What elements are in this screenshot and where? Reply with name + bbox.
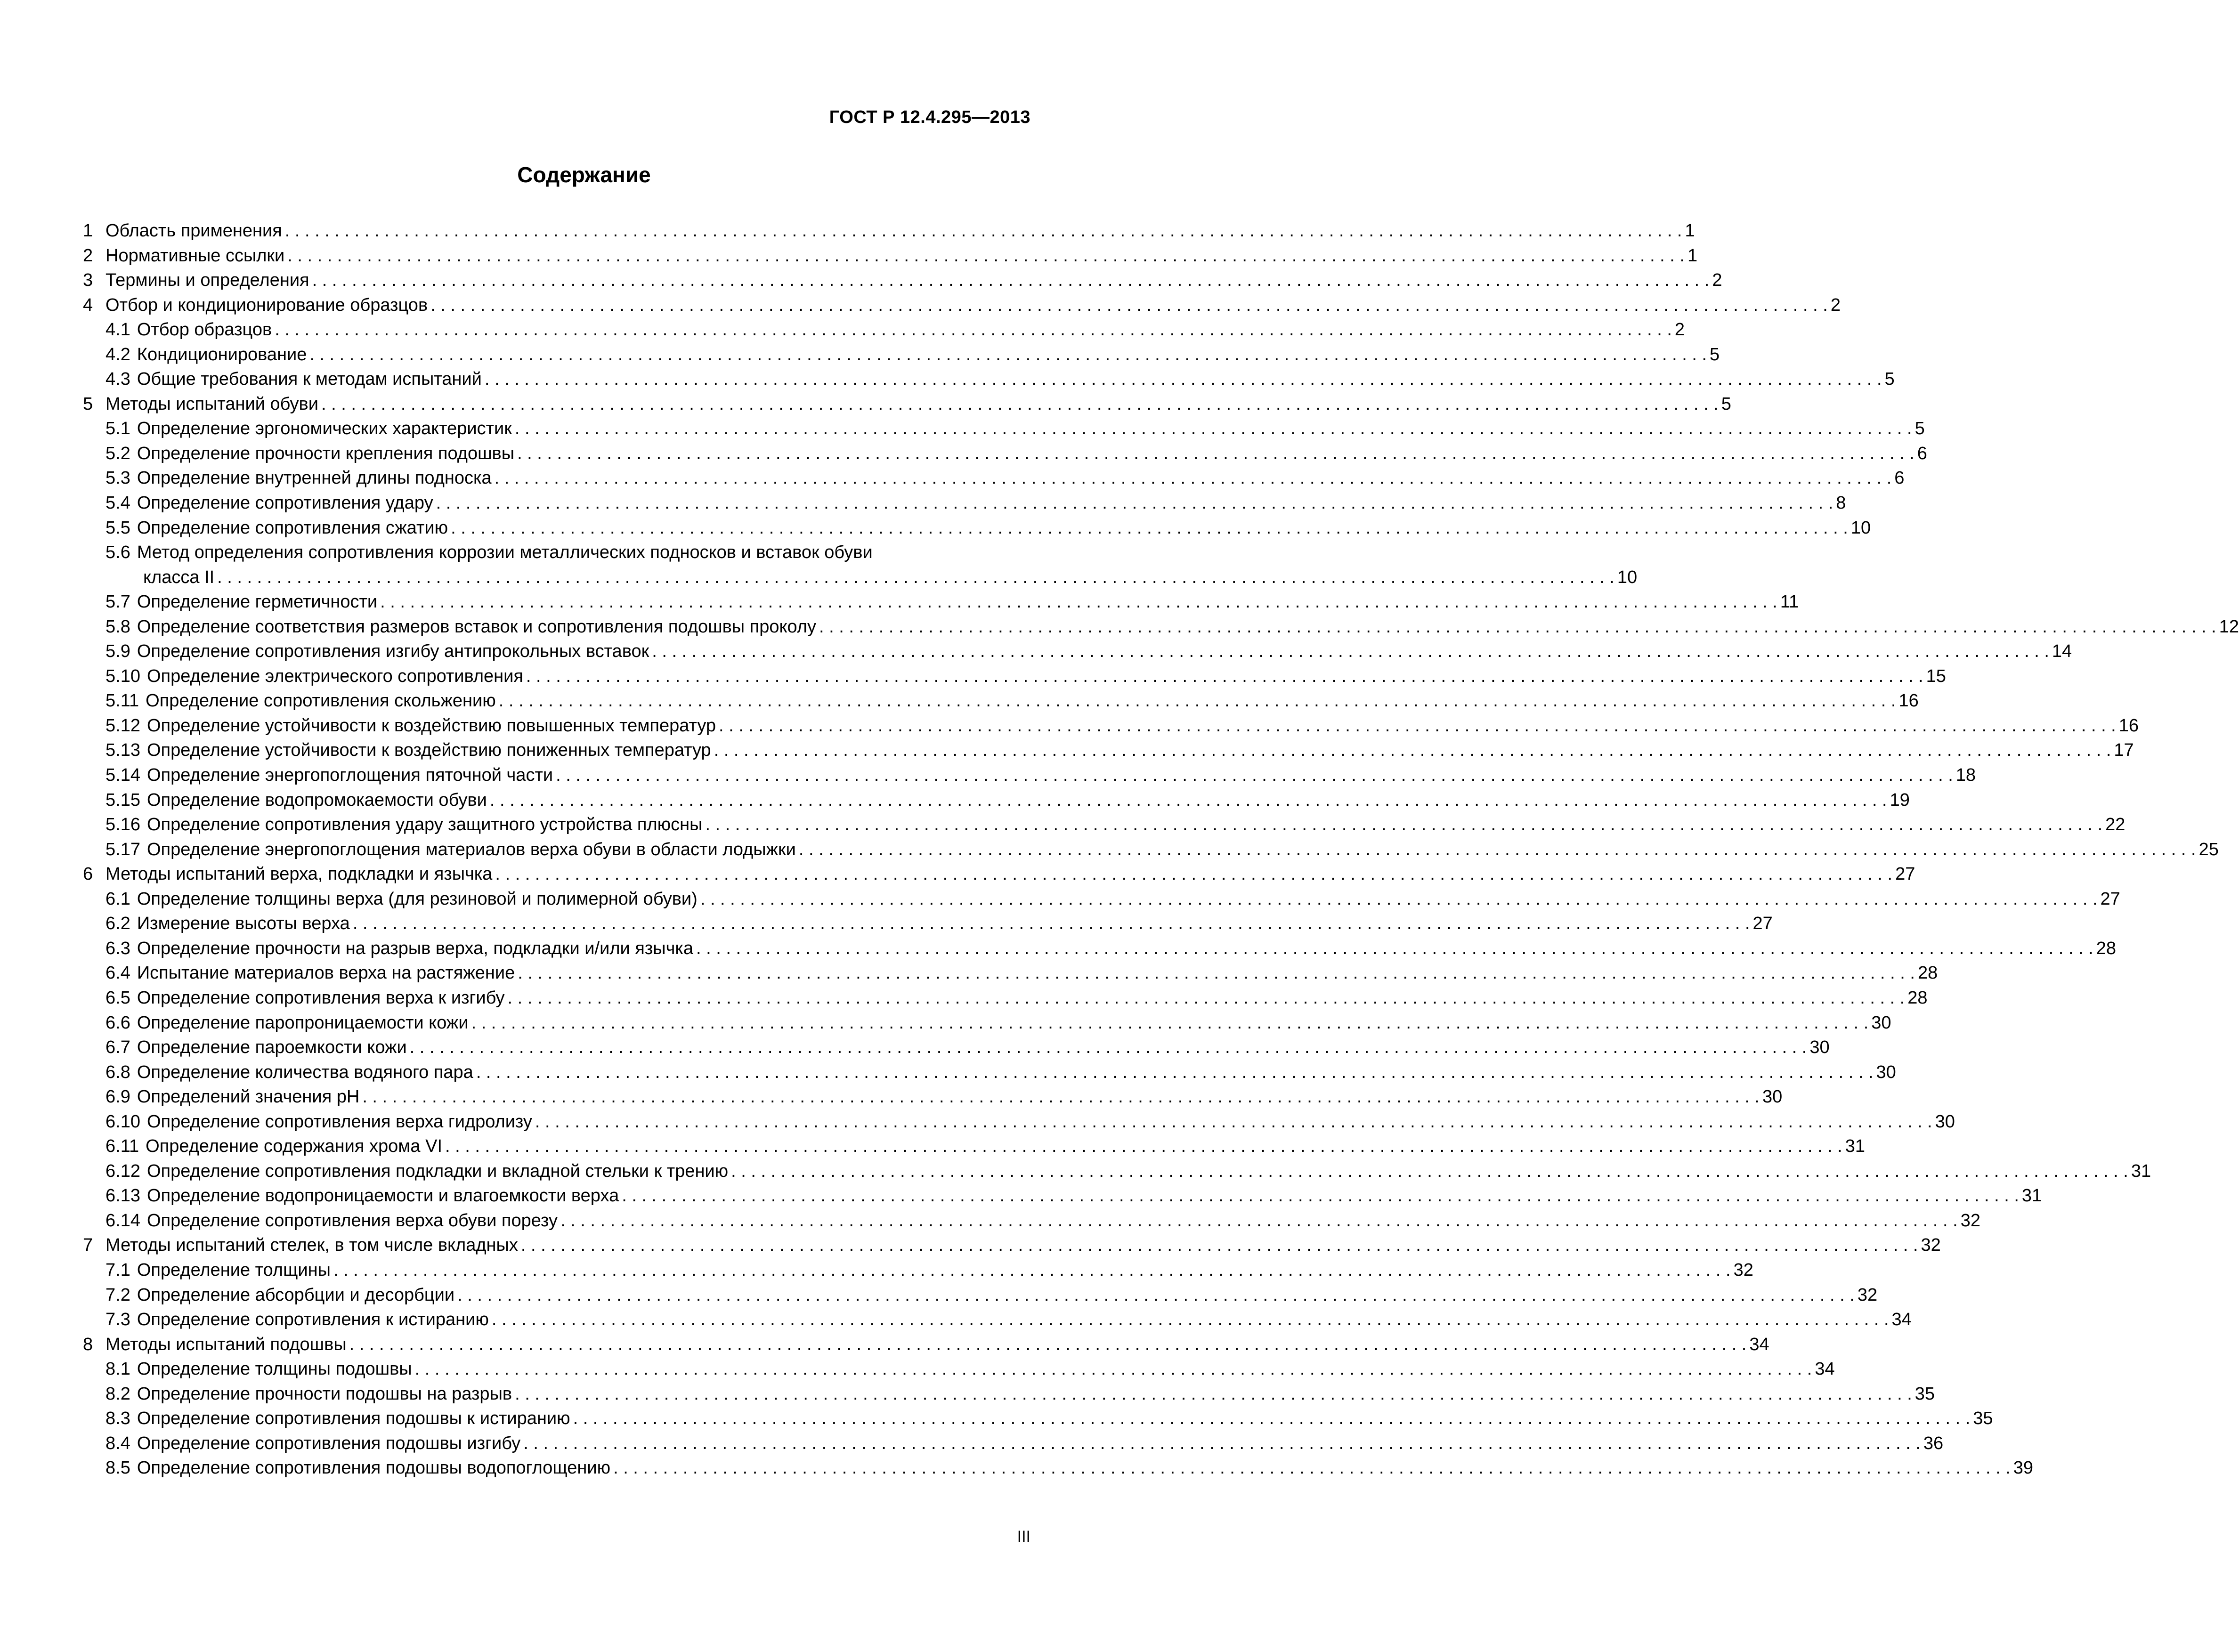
- dot-leader: [476, 1060, 1874, 1085]
- dot-leader: [485, 367, 1882, 392]
- toc-entry-number: 5.17: [105, 839, 140, 859]
- toc-entry[interactable]: [83, 788, 1910, 813]
- toc-entry-page: 22: [2105, 815, 2125, 835]
- toc-entry-page: 5: [1721, 394, 1731, 414]
- toc-entry-number: 8.4: [105, 1433, 130, 1453]
- toc-entry-title: Область применения: [105, 221, 282, 241]
- toc-entry[interactable]: [83, 1406, 1993, 1431]
- toc-entry-title: Кондиционирование: [137, 344, 307, 364]
- dot-leader: [523, 1431, 1921, 1456]
- dot-leader: [526, 664, 1923, 689]
- toc-entry-title: Метод определения сопротивления коррозии металлических подносков и вставок обуви: [137, 543, 873, 563]
- toc-entry[interactable]: [83, 392, 1731, 417]
- toc-entry-page: 30: [1762, 1087, 1783, 1107]
- toc-entry-number: 5.15: [105, 790, 140, 810]
- toc-entry[interactable]: [83, 1258, 1753, 1283]
- dot-leader: [492, 1307, 1889, 1332]
- dot-leader: [613, 1456, 2011, 1481]
- toc-entry-page: 34: [1749, 1334, 1769, 1354]
- toc-entry-page: 1: [1687, 245, 1698, 266]
- toc-entry-number: 6.8: [105, 1062, 130, 1082]
- toc-entry-title: Определение энергопоглощения пяточной части: [146, 765, 553, 786]
- toc-entry-title: Определение паропроницаемости кожи: [137, 1012, 469, 1033]
- toc-entry[interactable]: [83, 1307, 1912, 1332]
- toc-entry-title: Определение сопротивления изгибу антипрокольных вставок: [137, 641, 649, 662]
- toc-entry-page: 14: [2052, 641, 2072, 662]
- toc-entry-page: 30: [1935, 1111, 1955, 1132]
- toc-entry-number: 5.11: [105, 691, 139, 711]
- toc-entry-title: Определение абсорбции и десорбции: [137, 1285, 455, 1305]
- toc-entry-number: 6.1: [105, 889, 130, 909]
- toc-entry-title: Определение устойчивости к воздействию повышенных температур: [146, 715, 716, 736]
- dot-leader: [652, 639, 2049, 664]
- dot-leader: [380, 590, 1777, 615]
- toc-entry-page: 11: [1780, 592, 1799, 612]
- toc-entry[interactable]: [83, 1382, 1935, 1407]
- toc-entry-number: 5.16: [105, 815, 140, 835]
- toc-entry-page: 18: [1955, 765, 1976, 786]
- table-of-contents: [83, 219, 2239, 1481]
- toc-entry-number: 3: [83, 270, 93, 291]
- toc-entry-number: 6.9: [105, 1087, 130, 1107]
- toc-entry-page: 27: [1895, 864, 1915, 884]
- toc-entry-title: Определение прочности подошвы на разрыв: [137, 1384, 512, 1404]
- toc-entry-title: Методы испытаний подошвы: [105, 1334, 347, 1354]
- toc-entry-title: Нормативные ссылки: [105, 245, 285, 266]
- toc-entry-page: 28: [1907, 988, 1928, 1008]
- toc-entry-title: Определений значения pH: [137, 1087, 360, 1107]
- dot-leader: [415, 1357, 1812, 1382]
- toc-entry-title: Определение толщины подошвы: [137, 1359, 412, 1379]
- toc-entry-title: Определение прочности на разрыв верха, подкладки и/или язычка: [137, 938, 693, 958]
- dot-leader: [518, 961, 1915, 986]
- page-title: Содержание: [517, 162, 651, 187]
- dot-leader: [622, 1183, 2019, 1208]
- toc-entry-title: Определение толщины верха (для резиновой и полимерной обуви): [137, 889, 698, 909]
- toc-entry-title: Определение сопротивления верха обуви порезу: [146, 1210, 558, 1231]
- toc-entry[interactable]: [83, 713, 2139, 738]
- dot-leader: [495, 862, 1892, 887]
- toc-entry-page: 28: [2096, 938, 2116, 958]
- dot-leader: [275, 317, 1672, 342]
- toc-entry-title: Определение водопроницаемости и влагоемкости верха: [146, 1186, 619, 1206]
- dot-leader: [410, 1035, 1807, 1060]
- toc-entry-page: 31: [2131, 1161, 2151, 1181]
- dot-leader: [309, 342, 1707, 367]
- toc-entry[interactable]: [83, 1208, 1980, 1233]
- toc-entry-title: Определение содержания хрома VI: [146, 1136, 443, 1157]
- toc-entry-number: 5.7: [105, 592, 130, 612]
- toc-entry-title: Определение сопротивления подошвы изгибу: [137, 1433, 521, 1453]
- dot-leader: [445, 1134, 1842, 1159]
- dot-leader: [451, 516, 1848, 541]
- page-number-footer: III: [1017, 1528, 1030, 1546]
- toc-entry-title: Определение сопротивления удару защитного устройства плюсны: [146, 815, 703, 835]
- toc-entry-number: 6.13: [105, 1186, 140, 1206]
- toc-entry[interactable]: [83, 1233, 1941, 1258]
- toc-entry-title: Определение сопротивления верха гидролизу: [146, 1111, 532, 1132]
- toc-entry-page: 28: [1917, 963, 1938, 983]
- toc-entry[interactable]: [83, 664, 1946, 689]
- toc-entry-number: 4: [83, 295, 93, 315]
- toc-entry-page: 2: [1712, 270, 1722, 291]
- toc-entry[interactable]: [83, 911, 1773, 936]
- dot-leader: [353, 911, 1750, 936]
- toc-entry-title: Определение сопротивления подошвы водопоглощению: [137, 1458, 611, 1478]
- toc-entry[interactable]: [83, 1332, 1769, 1357]
- toc-entry[interactable]: [83, 639, 2072, 664]
- toc-entry[interactable]: [83, 466, 1905, 491]
- toc-entry-number: 8.3: [105, 1409, 130, 1429]
- toc-entry[interactable]: [83, 317, 1685, 342]
- toc-entry-page: 10: [1617, 567, 1638, 587]
- toc-entry-title: Определение сопротивления подошвы к истиранию: [137, 1409, 570, 1429]
- toc-entry-page: 31: [2021, 1186, 2042, 1206]
- toc-entry-title: Определение устойчивости к воздействию пониженных температур: [146, 740, 711, 761]
- dot-leader: [705, 812, 2102, 837]
- toc-entry-page: 27: [2100, 889, 2120, 909]
- dot-leader: [714, 738, 2111, 763]
- toc-entry-number: 6.4: [105, 963, 130, 983]
- toc-entry-number: 5.14: [105, 765, 140, 786]
- toc-entry-number: 5.12: [105, 715, 140, 736]
- toc-entry-number: 5.3: [105, 468, 130, 488]
- toc-entry-number: 6: [83, 864, 93, 884]
- toc-entry[interactable]: [83, 1011, 1891, 1036]
- toc-entry-title: Отбор образцов: [137, 320, 272, 340]
- toc-entry[interactable]: [83, 961, 1938, 986]
- dot-leader: [719, 713, 2116, 738]
- toc-entry[interactable]: [83, 862, 1915, 887]
- toc-entry-page: 5: [1884, 369, 1895, 389]
- toc-entry-title: Отбор и кондиционирование образцов: [105, 295, 428, 315]
- toc-entry-page: 30: [1871, 1012, 1891, 1033]
- toc-entry[interactable]: [83, 416, 1925, 441]
- toc-entry[interactable]: [83, 219, 1695, 243]
- toc-entry[interactable]: [83, 936, 2116, 961]
- toc-entry-title: Определение соответствия размеров вставок и сопротивления подошвы проколу: [137, 616, 817, 637]
- toc-entry-page: 8: [1836, 493, 1846, 513]
- toc-entry-title: Термины и определения: [105, 270, 309, 291]
- toc-entry[interactable]: [83, 1456, 2034, 1481]
- dot-leader: [495, 466, 1892, 491]
- toc-entry-page: 1: [1685, 221, 1695, 241]
- toc-entry[interactable]: [83, 1183, 2042, 1208]
- dot-leader: [287, 243, 1685, 268]
- toc-entry-title: Методы испытаний верха, подкладки и язычка: [105, 864, 493, 884]
- toc-entry-title: Определение сопротивления верха к изгибу: [137, 988, 505, 1008]
- toc-entry-number: 6.3: [105, 938, 130, 958]
- toc-entry-page: 34: [1815, 1359, 1835, 1379]
- dot-leader: [285, 219, 1682, 243]
- toc-entry[interactable]: [83, 738, 2134, 763]
- dot-leader: [217, 565, 1614, 590]
- toc-entry-page: 36: [1923, 1433, 1944, 1453]
- toc-entry[interactable]: [83, 367, 1895, 392]
- dot-leader: [700, 887, 2098, 912]
- toc-entry[interactable]: [83, 516, 1871, 541]
- toc-entry-page: 19: [1890, 790, 1910, 810]
- dot-leader: [556, 763, 1953, 788]
- toc-entry-number: 4.2: [105, 344, 130, 364]
- toc-entry-page: 16: [2118, 715, 2139, 736]
- toc-entry-page: 5: [1915, 419, 1925, 439]
- dot-leader: [362, 1085, 1760, 1109]
- toc-entry-page: 35: [1915, 1384, 1935, 1404]
- toc-entry-title: Определение водопромокаемости обуви: [146, 790, 487, 810]
- toc-entry-page: 32: [1921, 1235, 1941, 1255]
- toc-entry-page: 34: [1891, 1310, 1912, 1330]
- toc-entry-title: Испытание материалов верха на растяжение: [137, 963, 515, 983]
- toc-entry[interactable]: [83, 812, 2125, 837]
- toc-entry-page: 5: [1710, 344, 1720, 364]
- toc-entry[interactable]: [83, 441, 1927, 466]
- toc-entry-title: Определение энергопоглощения материалов верха обуви в области лодыжки: [146, 839, 796, 859]
- toc-entry-page: 2: [1830, 295, 1841, 315]
- toc-entry-page: 30: [1876, 1062, 1896, 1082]
- toc-entry-title-continuation: класса II: [143, 567, 215, 587]
- toc-entry-title: Методы испытаний стелек, в том числе вкладных: [105, 1235, 518, 1255]
- dot-leader: [696, 936, 2093, 961]
- toc-entry-number: 8.1: [105, 1359, 130, 1379]
- dot-leader: [321, 392, 1719, 417]
- toc-entry-page: 6: [1917, 443, 1927, 463]
- dot-leader: [333, 1258, 1731, 1283]
- toc-entry-number: 5.1: [105, 419, 130, 439]
- toc-entry-page: 39: [2013, 1458, 2034, 1478]
- toc-entry[interactable]: [83, 688, 1919, 713]
- toc-entry[interactable]: [83, 1134, 1866, 1159]
- toc-entry[interactable]: [83, 1283, 1878, 1308]
- toc-entry-number: 5.13: [105, 740, 140, 761]
- toc-entry-title: Методы испытаний обуви: [105, 394, 318, 414]
- toc-entry[interactable]: [83, 342, 1720, 367]
- dot-leader: [508, 986, 1905, 1011]
- dot-leader: [499, 688, 1896, 713]
- toc-entry-number: 6.7: [105, 1037, 130, 1058]
- toc-entry-page: 27: [1752, 914, 1773, 934]
- toc-entry-page: 32: [1733, 1260, 1753, 1280]
- toc-entry-number: 6.6: [105, 1012, 130, 1033]
- toc-entry[interactable]: [83, 1085, 1783, 1109]
- dot-leader: [436, 491, 1833, 516]
- dot-leader: [515, 416, 1912, 441]
- toc-entry-page: 35: [1973, 1409, 1993, 1429]
- toc-entry-number: 7: [83, 1235, 93, 1255]
- dot-leader: [430, 293, 1828, 318]
- dot-leader: [471, 1011, 1869, 1036]
- toc-entry-number: 5.9: [105, 641, 130, 662]
- toc-entry-title: Определение эргономических характеристик: [137, 419, 512, 439]
- toc-entry[interactable]: [83, 268, 1722, 293]
- dot-leader: [819, 615, 2216, 640]
- toc-entry-title: Определение сопротивления сжатию: [137, 518, 448, 538]
- toc-entry-page: 10: [1850, 518, 1871, 538]
- toc-entry-page: 32: [1960, 1210, 1980, 1231]
- toc-entry-title: Определение прочности крепления подошвы: [137, 443, 515, 463]
- document-code: ГОСТ Р 12.4.295—2013: [829, 107, 1030, 127]
- toc-entry[interactable]: [83, 887, 2120, 912]
- toc-entry-title: Определение сопротивления удару: [137, 493, 433, 513]
- toc-entry-page: 15: [1926, 666, 1946, 686]
- toc-entry-title: Измерение высоты верха: [137, 914, 350, 934]
- toc-entry[interactable]: [83, 491, 1846, 516]
- dot-leader: [560, 1208, 1958, 1233]
- toc-entry-number: 7.3: [105, 1310, 130, 1330]
- toc-entry-page: 31: [1845, 1136, 1866, 1157]
- toc-entry[interactable]: [83, 243, 1698, 268]
- toc-entry-number: 5: [83, 394, 93, 414]
- toc-entry-title: Определение сопротивления к истиранию: [137, 1310, 489, 1330]
- toc-entry-number: 6.11: [105, 1136, 139, 1157]
- toc-entry-title: Определение герметичности: [137, 592, 378, 612]
- dot-leader: [731, 1159, 2128, 1184]
- toc-entry-number: 5.4: [105, 493, 130, 513]
- toc-entry-number: 8.2: [105, 1384, 130, 1404]
- dot-leader: [349, 1332, 1747, 1357]
- toc-entry-number: 6.5: [105, 988, 130, 1008]
- toc-entry-number: 8: [83, 1334, 93, 1354]
- toc-entry-number: 6.14: [105, 1210, 140, 1231]
- toc-entry-page: 6: [1894, 468, 1905, 488]
- toc-entry[interactable]: [83, 986, 1928, 1011]
- toc-entry-title: Определение сопротивления скольжению: [146, 691, 496, 711]
- toc-entry-page: 16: [1898, 691, 1919, 711]
- toc-entry-page: 25: [2198, 839, 2219, 859]
- toc-entry[interactable]: [83, 1431, 1944, 1456]
- toc-entry[interactable]: [83, 1357, 1835, 1382]
- toc-entry-title: Определение количества водяного пара: [137, 1062, 473, 1082]
- toc-entry-number: 6.10: [105, 1111, 140, 1132]
- toc-entry-title: Общие требования к методам испытаний: [137, 369, 482, 389]
- toc-entry-title: Определение электрического сопротивления: [146, 666, 523, 686]
- toc-entry-number: 6.2: [105, 914, 130, 934]
- toc-entry[interactable]: [83, 1035, 1830, 1060]
- toc-entry-number: 1: [83, 221, 93, 241]
- toc-entry[interactable]: [83, 590, 1799, 615]
- toc-entry-page: 17: [2114, 740, 2134, 761]
- toc-entry[interactable]: [83, 293, 1841, 318]
- toc-entry-page: 12: [2219, 616, 2239, 637]
- dot-leader: [312, 268, 1710, 293]
- toc-entry[interactable]: [83, 1109, 1955, 1134]
- dot-leader: [490, 788, 1887, 813]
- toc-entry-number: 2: [83, 245, 93, 266]
- dot-leader: [799, 837, 2196, 862]
- toc-entry[interactable]: [83, 763, 1976, 788]
- toc-entry-title: Определение внутренней длины подноска: [137, 468, 492, 488]
- toc-entry[interactable]: [83, 1060, 1896, 1085]
- toc-entry-number: 8.5: [105, 1458, 130, 1478]
- toc-entry[interactable]: [83, 540, 1031, 565]
- toc-entry-page: 30: [1809, 1037, 1830, 1058]
- dot-leader: [573, 1406, 1971, 1431]
- toc-entry-title: Определение толщины: [137, 1260, 331, 1280]
- toc-entry[interactable]: [83, 1159, 2151, 1184]
- toc-entry-number: 5.6: [105, 543, 130, 563]
- toc-entry-number: 5.8: [105, 616, 130, 637]
- toc-entry-number: 6.12: [105, 1161, 140, 1181]
- toc-entry[interactable]: [83, 615, 2239, 640]
- dot-leader: [535, 1109, 1932, 1134]
- dot-leader: [521, 1233, 1918, 1258]
- dot-leader: [515, 1382, 1912, 1407]
- toc-entry-number: 5.5: [105, 518, 130, 538]
- toc-entry-number: 7.2: [105, 1285, 130, 1305]
- toc-entry-number: 7.1: [105, 1260, 130, 1280]
- toc-entry-title: Определение сопротивления подкладки и вкладной стельки к трению: [146, 1161, 729, 1181]
- toc-entry[interactable]: [83, 837, 2219, 862]
- dot-leader: [517, 441, 1915, 466]
- toc-entry-number: 4.1: [105, 320, 130, 340]
- toc-entry-number: 5.2: [105, 443, 130, 463]
- dot-leader: [457, 1283, 1855, 1308]
- toc-entry-number: 4.3: [105, 369, 130, 389]
- toc-entry-page: 32: [1857, 1285, 1878, 1305]
- toc-entry-number: 5.10: [105, 666, 140, 686]
- toc-entry-title: Определение пароемкости кожи: [137, 1037, 407, 1058]
- toc-entry-page: 2: [1674, 320, 1685, 340]
- toc-entry-continuation[interactable]: [83, 565, 1638, 590]
